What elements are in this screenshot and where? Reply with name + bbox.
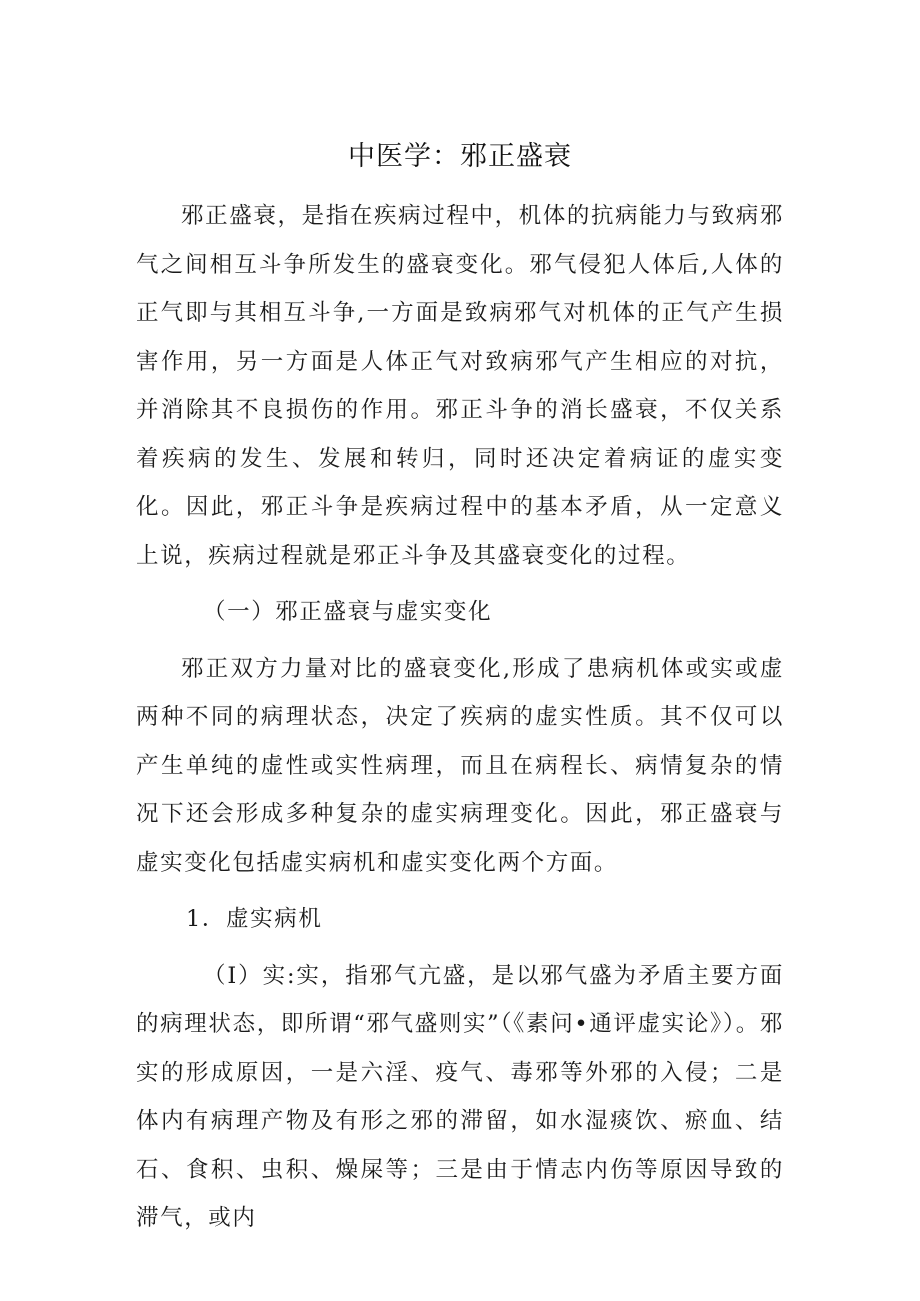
subheading: 1．虚实病机: [186, 906, 323, 932]
section-heading: （一）邪正盛衰与虚实变化: [203, 599, 493, 625]
paragraph-intro: 邪正盛衰，是指在疾病过程中，机体的抗病能力与致病邪气之间相互斗争所发生的盛衰变化。邪气侵犯人体后,人体的正气即与其相互斗争,一方面是致病邪气对机体的正气产生损害作用，另一方面是人体正气对致病邪气产生相应的对抗，并消除其不良损伤的作用。邪正斗争的消长盛衰，不仅关系着疾病的发生、发展和转归，同时还决定着病证的虚实变化。因此，邪正斗争是疾病过程中的基本矛盾，从一定意义上说，疾病过程就是邪正斗争及其盛衰变化的过程。: [136, 203, 784, 569]
document-title: 中医学：邪正盛衰: [348, 141, 572, 172]
paragraph-section-intro: 邪正双方力量对比的盛衰变化,形成了患病机体或实或虚两种不同的病理状态，决定了疾病的虚实性质。其不仅可以产生单纯的虚性或实性病理，而且在病程长、病情复杂的情况下还会形成多种复杂的虚实病理变化。因此，邪正盛衰与虚实变化包括虚实病机和虚实变化两个方面。: [136, 655, 784, 876]
paragraph-shi: （I）实:实，指邪气亢盛，是以邪气盛为矛盾主要方面的病理状态，即所谓“邪气盛则实”（《素问•通评虚实论》）。邪实的形成原因，一是六淫、疫气、毒邪等外邪的入侵；二是体内有病理产物及有形之邪的滞留，如水湿痰饮、瘀血、结石、食积、虫积、燥屎等；三是由于情志内伤等原因导致的滞气，或内: [136, 962, 784, 1231]
document-body: [136, 192, 784, 1243]
